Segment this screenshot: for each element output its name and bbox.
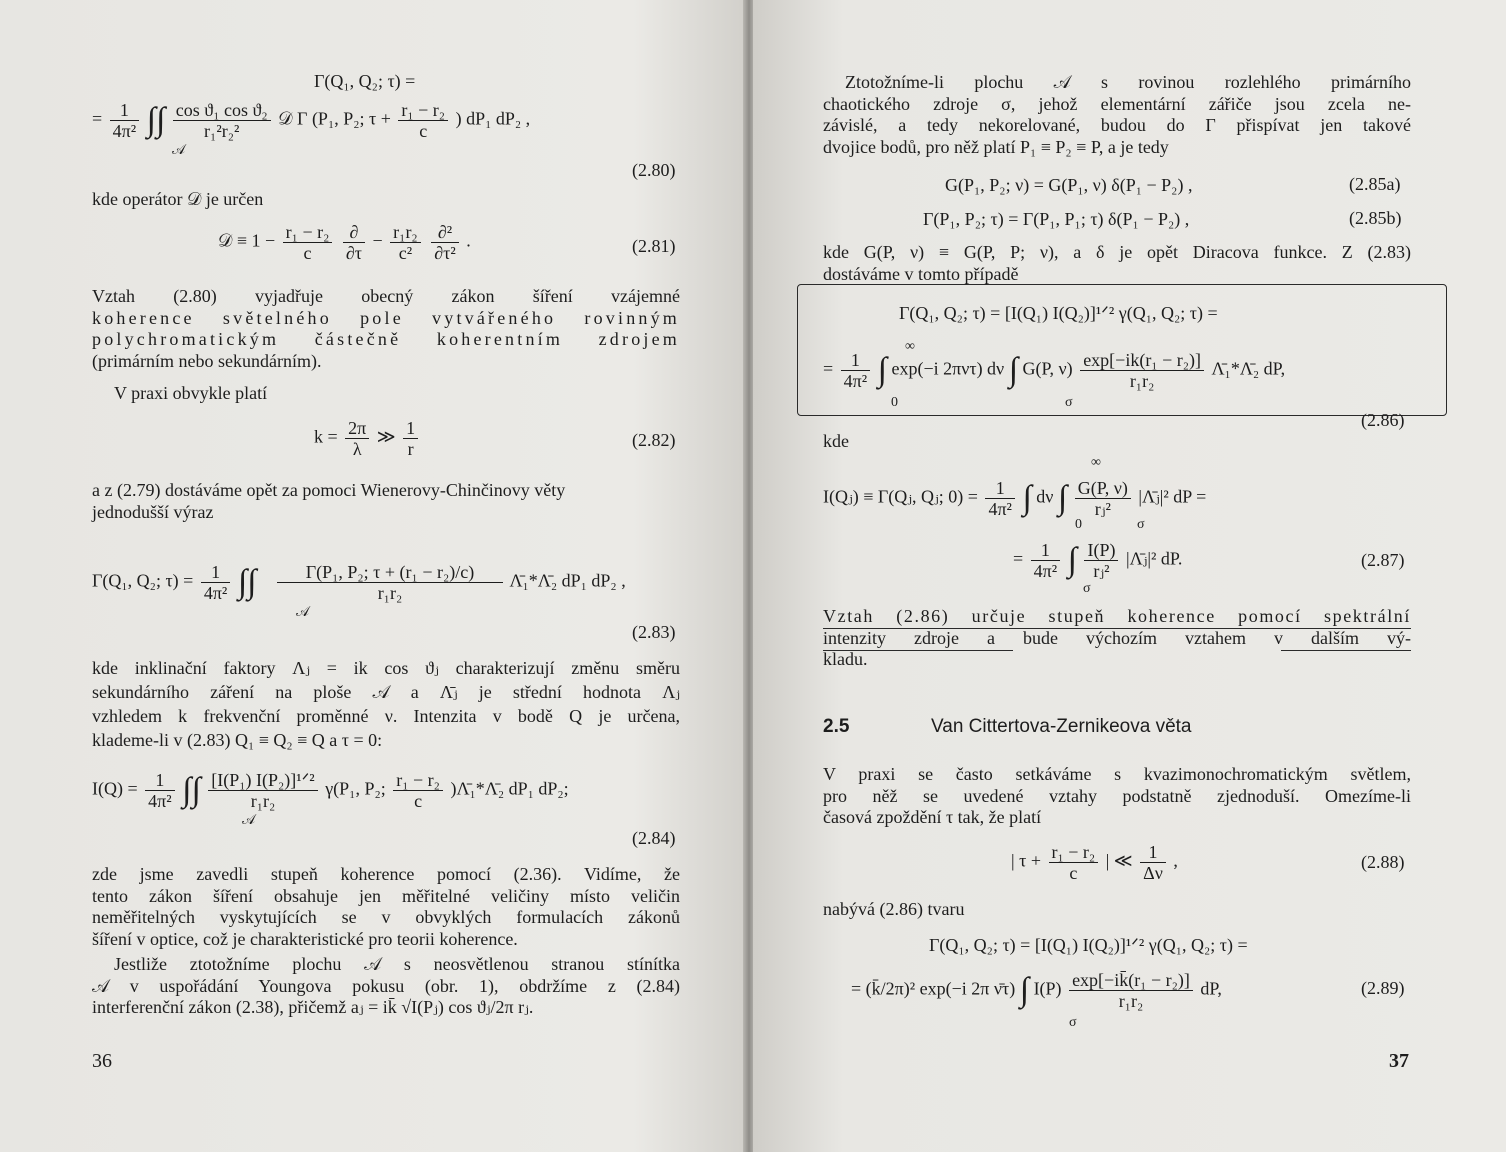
integral-symbol: ∫ — [1019, 971, 1030, 1009]
eqno-2-83: (2.83) — [632, 622, 676, 642]
paragraph-nabyva: nabývá (2.86) tvaru — [823, 899, 965, 919]
integral-lower-limit: 0 — [891, 395, 898, 410]
double-integral-symbol: ∫∫ — [146, 101, 166, 139]
eq-2-80-line1: Γ(Q₁, Q₂; τ) = — [314, 71, 416, 91]
eqno-2-89: (2.89) — [1361, 978, 1405, 998]
paragraph-ztotoznime: Ztotožníme-li plochu 𝒜 s rovinou rozlehlého primárního chaotického zdroje σ, jehož elementární zářiče jsou zcela ne- závislé, a tedy nekorelované, budou do Γ přispívat jen takové dvojice bodů, pro něž platí P₁ ≡ P₂ ≡ P, a je tedy — [823, 72, 1411, 157]
paragraph-wienerovy: a z (2.79) dostáváme opět za pomoci Wienerovy-Chinčinovy věty jednodušší výraz — [92, 480, 566, 522]
integral-upper-limit: ∞ — [905, 339, 915, 354]
integral-symbol: ∫ — [877, 351, 887, 389]
eq-2-86-line2: = $\frac{1}{\text{4π²}}$ ∫ exp(−i 2πντ) dν ∫ G(P, ν) $\frac{\text{exp[−ik(r₁ − r₂)]}}{\text{r₁r₂}}$ Λ̄₁*Λ̄₂ dP, — [823, 350, 1286, 391]
integral-upper-limit: ∞ — [1091, 455, 1101, 470]
eq-2-85b: Γ(P₁, P₂; τ) = Γ(P₁, P₁; τ) δ(P₁ − P₂) , — [923, 209, 1190, 229]
eq-2-88: | τ + $\frac{\text{r₁ − r₂}}{c}$ | ≪ $\frac{1}{\Delta\nu}$ , — [1011, 842, 1178, 883]
eqno-2-84: (2.84) — [632, 828, 676, 848]
paragraph-kde-g: kde G(P, ν) ≡ G(P, P; ν), a δ je opět Diracova funkce. Z (2.83) dostáváme v tomto případě — [823, 242, 1411, 284]
integral-lower-limit: 0 — [1075, 517, 1082, 532]
handdrawn-underline — [823, 628, 1411, 629]
page-number-left: 36 — [92, 1050, 112, 1072]
eq-2-87-line1: I(Qⱼ) ≡ Γ(Qⱼ, Qⱼ; 0) = $\frac{1}{\text{4π²}}$ ∫ dν ∫ $\frac{G(P, \nu)}{\text{rⱼ²}}$ |Λ̄ⱼ|² dP = — [823, 478, 1207, 519]
section-number: 2.5 — [823, 716, 850, 737]
integral-subscript: σ — [1065, 395, 1073, 410]
handdrawn-underline — [823, 650, 1013, 651]
eqno-2-85b: (2.85b) — [1349, 208, 1402, 228]
eqno-2-88: (2.88) — [1361, 852, 1405, 872]
paragraph-vztah-2-80: Vztah (2.80) vyjadřuje obecný zákon šíření vzájemné koherence světelného pole vytvářeného rovinným polychromatickým částečně koherentním zdrojem (primárním nebo sekundárním). — [92, 286, 680, 371]
integral-subscript: 𝒜 — [242, 813, 256, 828]
double-integral-symbol: ∫∫ — [182, 771, 201, 809]
eqno-2-81: (2.81) — [632, 236, 676, 256]
eqno-2-87: (2.87) — [1361, 550, 1405, 570]
right-page — [753, 0, 1506, 1152]
integral-subscript: 𝒜 — [296, 605, 310, 620]
paragraph-jestlize: Jestliže ztotožníme plochu 𝒜 s neosvětlenou stranou stínítka 𝒜 v uspořádání Youngova pokusu (obr. 1), obdržíme z (2.84) interferenční zákon (2.38), přičemž aⱼ = ik̄ √I(Pⱼ) cos ϑⱼ/2π rⱼ. — [92, 954, 680, 1017]
eq-2-80-line2: = $\frac{1}{\text{4π²}}$ ∫∫ $\frac{\text{cos ϑ₁ cos ϑ₂}}{\text{r₁²r₂²}}$ 𝒟 Γ (P₁, P₂; τ + $\frac{\text{r₁ − r₂}}{c}$ ) dP₁ dP₂ , — [92, 100, 531, 141]
double-integral-symbol: ∫∫ — [237, 563, 257, 601]
eq-2-87-line2: = $\frac{1}{\text{4π²}}$ ∫ $\frac{I(P)}{\text{rⱼ²}}$ |Λ̄ⱼ|² dP. — [1013, 540, 1183, 581]
integral-subscript: σ — [1069, 1015, 1077, 1030]
paragraph-vztah-2-86: Vztah (2.86) určuje stupeň koherence pomocí spektrální intenzity zdroje a bude výchozím vztahem v dalším vý- kladu. — [823, 606, 1411, 669]
paragraph-v-praxi: V praxi obvykle platí — [114, 383, 268, 403]
paragraph-inklinacni: kde inklinační faktory Λⱼ = ik cos ϑⱼ charakterizují změnu směru sekundárního záření na ploše 𝒜 a Λ̄ⱼ je střední hodnota Λⱼ vzhledem k frekvenční proměnné ν. Intenzita v bodě Q je určena, klademe-li v (2.83) Q₁ ≡ Q₂ ≡ Q a τ = 0: — [92, 658, 680, 750]
eqno-2-86: (2.86) — [1361, 410, 1405, 430]
integral-symbol: ∫ — [1067, 541, 1077, 579]
eq-2-89-line2: = (k̄/2π)² exp(−i 2π ν̄τ) ∫ I(P) $\frac{\text{exp[−ik̄(r₁ − r₂)]}}{\text{r₁r₂}}$ dP, — [851, 970, 1222, 1011]
eq-2-86-line1: Γ(Q₁, Q₂; τ) = [I(Q₁) I(Q₂)]¹ᐟ² γ(Q₁, Q₂; τ) = — [899, 303, 1218, 323]
integral-symbol: ∫ — [1008, 351, 1019, 389]
eq-2-82: k = $\frac{2\pi}{\lambda}$ ≫ $\frac{1}{r}$ — [314, 418, 421, 459]
eqno-2-80: (2.80) — [632, 160, 676, 180]
eq-2-83: Γ(Q₁, Q₂; τ) = $\frac{1}{\text{4π²}}$ ∫∫ $\frac{\text{Γ(P₁, P₂; τ + (r₁ − r₂)/c)}}{\text{r₁r₂}}$ Λ̄₁*Λ̄₂ dP₁ dP₂ , — [92, 562, 626, 603]
eq-2-85a: G(P₁, P₂; ν) = G(P₁, ν) δ(P₁ − P₂) , — [945, 175, 1193, 195]
left-page — [0, 0, 745, 1152]
eq-2-81: 𝒟 ≡ 1 − $\frac{\text{r₁ − r₂}}{c}$ $\frac{\partial}{\partial\tau}$ − $\frac{\text{r₁r₂}}{\text{c²}}$ $\frac{\text{∂²}}{\text{∂τ²}}$ . — [218, 222, 471, 263]
integral-subscript: σ — [1083, 581, 1091, 596]
integral-symbol: ∫ — [1057, 479, 1068, 517]
paragraph-zde-jsme: zde jsme zavedli stupeň koherence pomocí (2.36). Vidíme, že tento zákon šíření obsahuje jen měřitelné veličiny místo veličin neměřitelných vyskytujících se v obvyklých formulacích zákonů šíření v optice, což je charakteristické pro teorii koherence. — [92, 864, 680, 949]
integral-subscript: 𝒜 — [172, 143, 186, 158]
eqno-2-85a: (2.85a) — [1349, 174, 1401, 194]
integral-symbol: ∫ — [1022, 479, 1032, 517]
handdrawn-underline — [1281, 650, 1411, 651]
word-kde: kde — [823, 431, 849, 451]
eq-2-84: I(Q) = $\frac{1}{\text{4π²}}$ ∫∫ $\frac{\text{[I(P₁) I(P₂)]¹ᐟ²}}{\text{r₁r₂}}$ γ(P₁, P₂; $\frac{\text{r₁ − r₂}}{c}$ )Λ̄₁*Λ̄₂ dP₁ dP₂; — [92, 770, 569, 811]
text-operator: kde operátor 𝒟 je určen — [92, 189, 264, 209]
page-number-right: 37 — [1389, 1050, 1409, 1072]
paragraph-kvazimonochromatickym: V praxi se často setkáváme s kvazimonochromatickým světlem, pro něž se uvedené vztahy podstatně zjednoduší. Omezíme-li časová zpoždění τ tak, že platí — [823, 764, 1411, 827]
eq-2-89-line1: Γ(Q₁, Q₂; τ) = [I(Q₁) I(Q₂)]¹ᐟ² γ(Q₁, Q₂; τ) = — [929, 935, 1248, 955]
integral-subscript: σ — [1137, 517, 1145, 532]
section-title: Van Cittertova-Zernikeova věta — [931, 716, 1192, 737]
eqno-2-82: (2.82) — [632, 430, 676, 450]
